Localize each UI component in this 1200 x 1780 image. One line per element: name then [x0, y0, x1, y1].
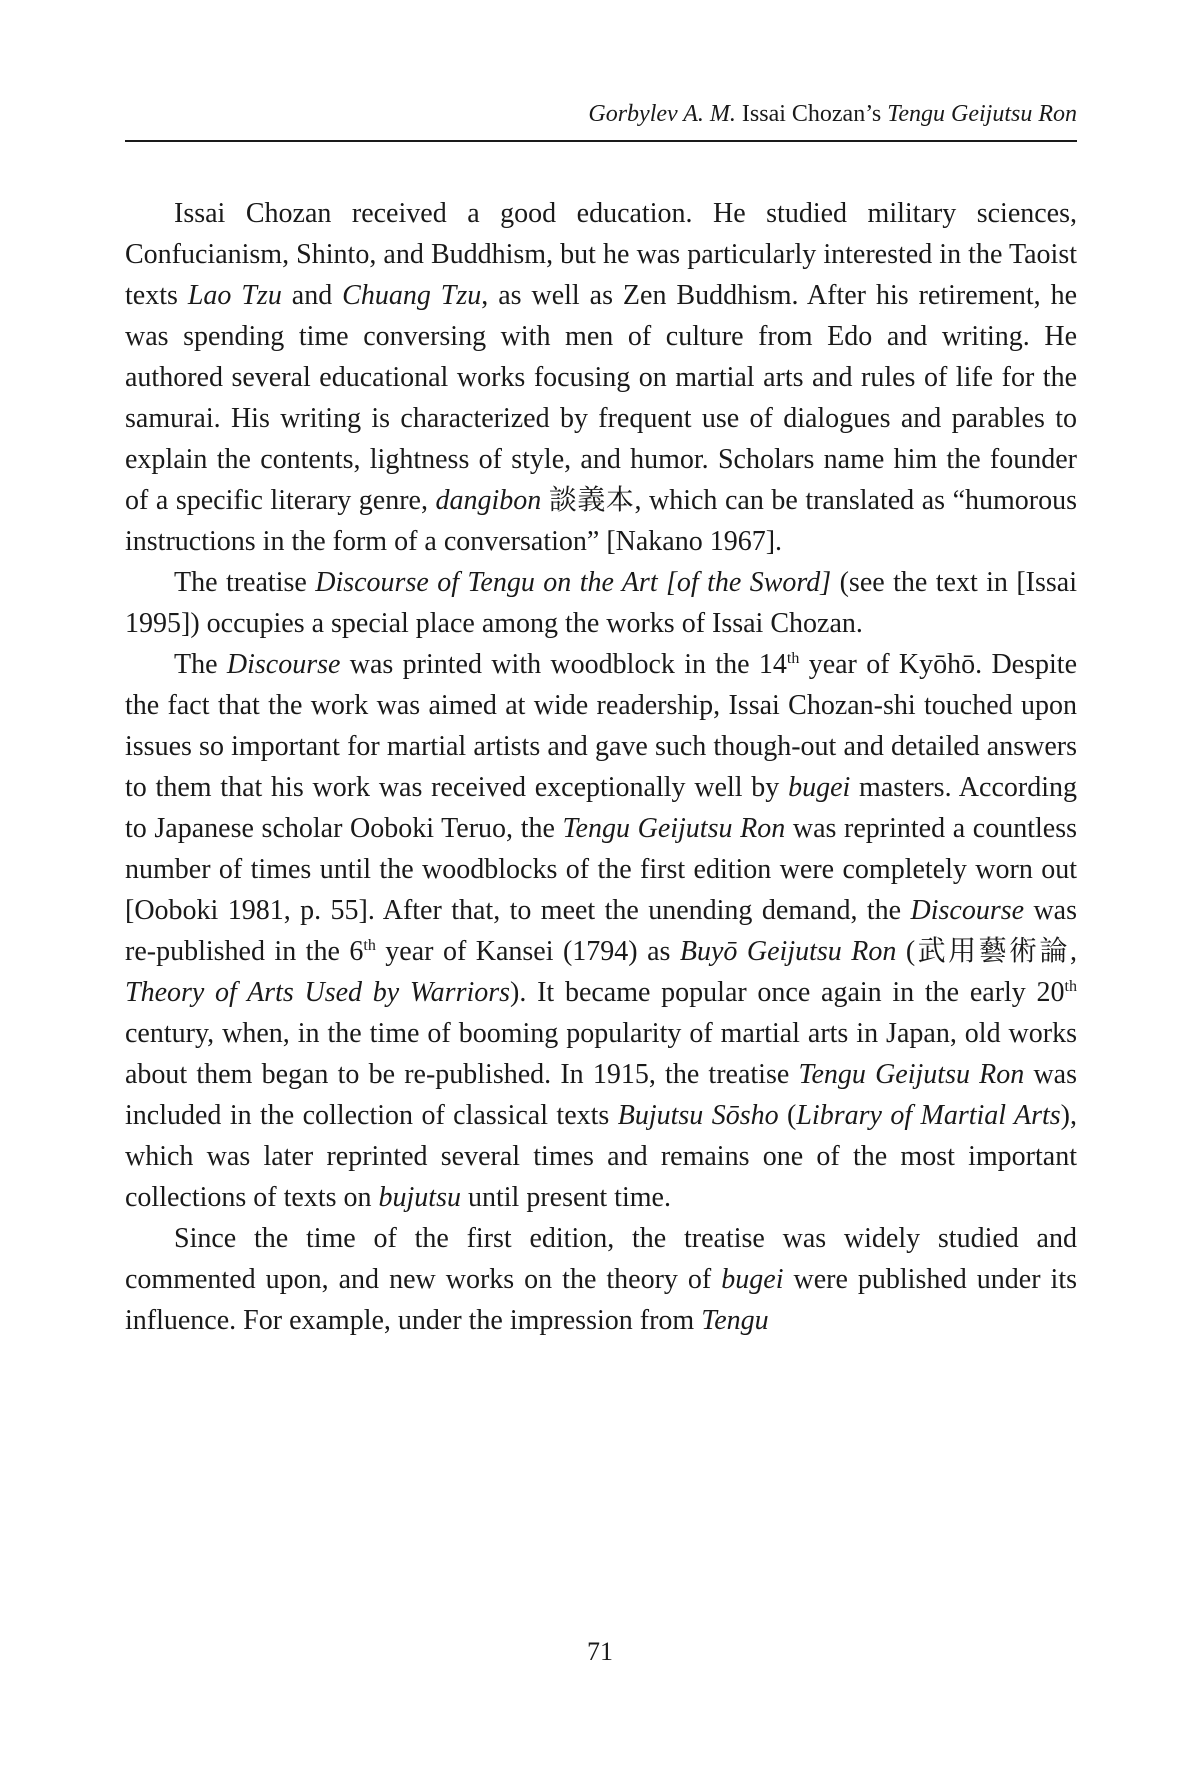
text-run: ( — [778, 1100, 797, 1131]
header-title-prefix: Issai Chozan’s — [741, 101, 882, 127]
text-run: bujutsu — [378, 1182, 461, 1213]
header-rule — [125, 140, 1077, 142]
paragraph — [125, 1218, 1077, 1341]
text-run: ). It became popular once again in the early 20 — [510, 977, 1065, 1008]
text-run: was re-published in the 6 — [125, 895, 1077, 967]
text-run: bugei — [721, 1264, 784, 1295]
paragraph — [125, 562, 1077, 644]
text-run: The treatise — [174, 567, 316, 598]
text-run: masters. According to Japanese scholar Ooboki Teruo, the — [125, 772, 1077, 844]
text-run: Library of Martial Arts — [796, 1100, 1061, 1131]
text-run: th — [1064, 978, 1077, 995]
text-run: (武用藝術論, — [896, 936, 1077, 967]
text-run: year of Kyōhō. Despite the fact that the work was aimed at wide readership, Issai Chozan-shi touched upon issues so important for martial artists and gave such though-out and detailed answers to them that his work was received exceptionally well by — [125, 649, 1077, 803]
paragraph — [125, 193, 1077, 562]
text-run: century, when, in the time of booming popularity of martial arts in Japan, old works about them began to be re-published. In 1915, the treatise — [125, 1018, 1077, 1090]
text-run: (see the text in [Issai 1995]) occupies a special place among the works of Issai Chozan. — [125, 567, 1078, 639]
paragraph — [125, 644, 1077, 1218]
text-run: th — [786, 650, 800, 667]
text-run: Discourse — [226, 649, 341, 680]
text-run: ), which was later reprinted several times and remains one of the most important collections of texts on — [125, 1100, 1077, 1213]
text-run: , as well as Zen Buddhism. After his retirement, he was spending time conversing with men of culture from Edo and writing. He authored several educational works focusing on martial arts and rules of life for the samurai. His writing is characterized by frequent use of dialogues and parables to explain the contents, lightness of style, and humor. Scholars name him the founder of a specific literary genre, — [125, 280, 1077, 516]
text-run: Chuang Tzu — [342, 280, 482, 311]
text-run: was included in the collection of classical texts — [125, 1059, 1077, 1131]
text-run: Since the time of the first edition, the treatise was widely studied and commented upon, and new works on the theory of — [125, 1223, 1077, 1295]
text-run: 談義本, which can be translated as “humorous instructions in the form of a conversation” [Nakano 1967]. — [125, 485, 1077, 557]
text-run: th — [363, 937, 376, 954]
running-head — [125, 98, 1077, 130]
text-run: Lao Tzu — [187, 280, 282, 311]
page-number: 71 — [587, 1637, 613, 1666]
text-run: was printed with woodblock in the 14 — [340, 649, 787, 680]
text-run: Tengu — [701, 1305, 769, 1336]
text-run: Issai Chozan received a good education. He studied military sciences, Confucianism, Shinto, and Buddhism, but he was particularly interested in the Taoist texts — [125, 198, 1077, 311]
header-title-italic: Tengu Geijutsu Ron — [887, 101, 1077, 127]
text-run: bugei — [788, 772, 851, 803]
text-run: Discourse of Tengu on the Art [of the Sword] — [315, 567, 832, 598]
header-author: Gorbylev A. M. — [588, 101, 736, 127]
text-run: Tengu Geijutsu Ron — [562, 813, 786, 844]
text-run: Discourse — [910, 895, 1025, 926]
text-run: The — [174, 649, 227, 680]
text-run: and — [281, 280, 343, 311]
text-run: Buyō Geijutsu Ron — [679, 936, 897, 967]
text-run: dangibon — [435, 485, 542, 516]
text-run: until present time. — [460, 1182, 671, 1213]
text-run: was reprinted a countless number of times until the woodblocks of the first edition were completely worn out [Ooboki 1981, p. 55]. After that, to meet the unending demand, the — [125, 813, 1077, 926]
text-run: Bujutsu Sōsho — [617, 1100, 779, 1131]
text-run: Tengu Geijutsu Ron — [798, 1059, 1025, 1090]
text-run: Theory of Arts Used by Warriors — [125, 977, 511, 1008]
text-run: were published under its influence. For example, under the impression from — [125, 1264, 1077, 1336]
text-run: year of Kansei (1794) as — [375, 936, 680, 967]
body-text — [125, 193, 1077, 1341]
